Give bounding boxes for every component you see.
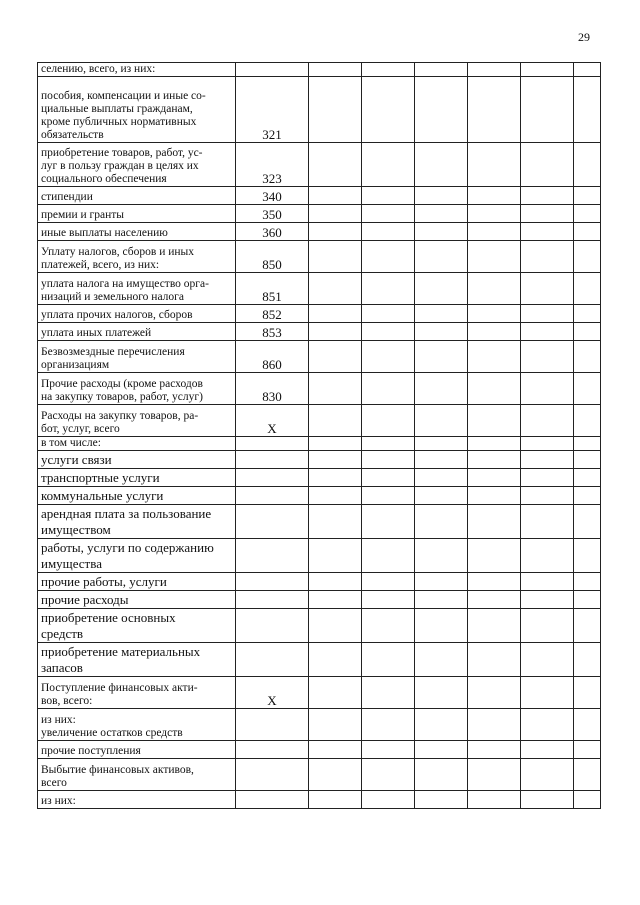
empty-cell [521,205,574,223]
empty-cell [309,469,362,487]
empty-cell [574,305,601,323]
row-label: Выбытие финансовых активов, всего [38,759,236,791]
empty-cell [521,487,574,505]
empty-cell [521,77,574,143]
empty-cell [415,741,468,759]
empty-cell [468,791,521,809]
empty-cell [468,573,521,591]
empty-cell [415,305,468,323]
row-code: 851 [236,273,309,305]
empty-cell [309,451,362,469]
table-row [38,469,601,487]
empty-cell [468,187,521,205]
row-label: в том числе: [38,437,236,451]
row-code: X [236,677,309,709]
row-label: прочие расходы [38,591,236,609]
table-row [38,505,601,539]
empty-cell [468,505,521,539]
empty-cell [521,241,574,273]
empty-cell [415,609,468,643]
empty-cell [574,77,601,143]
empty-cell [521,63,574,77]
row-code: 323 [236,143,309,187]
empty-cell [468,677,521,709]
empty-cell [309,373,362,405]
empty-cell [309,677,362,709]
empty-cell [574,609,601,643]
empty-cell [362,63,415,77]
row-code: 850 [236,241,309,273]
row-code [236,741,309,759]
row-label: приобретение основных средств [38,609,236,643]
empty-cell [521,323,574,341]
table-row [38,341,601,373]
empty-cell [521,791,574,809]
table-row [38,539,601,573]
row-label: прочие поступления [38,741,236,759]
empty-cell [468,77,521,143]
empty-cell [521,305,574,323]
empty-cell [309,741,362,759]
empty-cell [574,187,601,205]
row-label: прочие работы, услуги [38,573,236,591]
empty-cell [574,437,601,451]
table-row [38,63,601,77]
empty-cell [362,709,415,741]
empty-cell [574,677,601,709]
empty-cell [415,223,468,241]
empty-cell [468,241,521,273]
empty-cell [362,187,415,205]
empty-cell [415,143,468,187]
empty-cell [362,609,415,643]
row-label: транспортные услуги [38,469,236,487]
empty-cell [362,437,415,451]
table-row [38,405,601,437]
row-code [236,573,309,591]
table-row [38,791,601,809]
row-label: коммунальные услуги [38,487,236,505]
empty-cell [574,451,601,469]
table-row [38,759,601,791]
empty-cell [468,469,521,487]
empty-cell [309,187,362,205]
row-code: 852 [236,305,309,323]
empty-cell [574,273,601,305]
table-row [38,241,601,273]
empty-cell [362,791,415,809]
empty-cell [574,143,601,187]
row-label: селению, всего, из них: [38,63,236,77]
row-code [236,709,309,741]
table-row [38,677,601,709]
row-label: работы, услуги по содержанию имущества [38,539,236,573]
empty-cell [574,759,601,791]
empty-cell [415,241,468,273]
empty-cell [415,487,468,505]
empty-cell [468,591,521,609]
financial-plan-table [37,62,601,809]
row-code [236,759,309,791]
row-label: арендная плата за пользование имуществом [38,505,236,539]
empty-cell [415,591,468,609]
row-label: Уплату налогов, сборов и иных платежей, всего, из них: [38,241,236,273]
empty-cell [309,273,362,305]
empty-cell [415,451,468,469]
empty-cell [521,505,574,539]
empty-cell [415,373,468,405]
row-label: уплата иных платежей [38,323,236,341]
empty-cell [521,187,574,205]
empty-cell [415,677,468,709]
empty-cell [415,405,468,437]
empty-cell [574,205,601,223]
empty-cell [468,373,521,405]
row-code [236,643,309,677]
empty-cell [415,539,468,573]
row-code: 360 [236,223,309,241]
empty-cell [415,341,468,373]
empty-cell [362,305,415,323]
empty-cell [468,741,521,759]
row-code [236,487,309,505]
table-row [38,223,601,241]
empty-cell [468,539,521,573]
empty-cell [362,539,415,573]
empty-cell [468,223,521,241]
empty-cell [574,643,601,677]
row-code [236,609,309,643]
empty-cell [362,405,415,437]
table-row [38,591,601,609]
empty-cell [309,341,362,373]
empty-cell [574,63,601,77]
empty-cell [362,373,415,405]
empty-cell [468,709,521,741]
empty-cell [468,405,521,437]
table-row [38,573,601,591]
empty-cell [468,609,521,643]
empty-cell [309,487,362,505]
row-code: 860 [236,341,309,373]
empty-cell [521,143,574,187]
empty-cell [362,143,415,187]
empty-cell [309,643,362,677]
empty-cell [468,759,521,791]
row-label: услуги связи [38,451,236,469]
row-code: 350 [236,205,309,223]
empty-cell [574,341,601,373]
empty-cell [309,759,362,791]
row-code: X [236,405,309,437]
row-label: стипендии [38,187,236,205]
page-number: 29 [578,30,590,44]
empty-cell [309,205,362,223]
empty-cell [574,223,601,241]
row-code [236,437,309,451]
empty-cell [362,273,415,305]
row-label: иные выплаты населению [38,223,236,241]
row-code [236,791,309,809]
row-label: из них: увеличение остатков средств [38,709,236,741]
empty-cell [362,205,415,223]
empty-cell [415,187,468,205]
table-row [38,187,601,205]
row-code [236,451,309,469]
empty-cell [574,487,601,505]
empty-cell [309,709,362,741]
empty-cell [309,791,362,809]
empty-cell [468,273,521,305]
empty-cell [309,437,362,451]
empty-cell [468,451,521,469]
empty-cell [362,573,415,591]
empty-cell [309,405,362,437]
empty-cell [362,505,415,539]
row-code [236,505,309,539]
empty-cell [468,341,521,373]
row-label: из них: [38,791,236,809]
empty-cell [468,487,521,505]
empty-cell [362,77,415,143]
empty-cell [521,643,574,677]
empty-cell [362,591,415,609]
empty-cell [362,677,415,709]
empty-cell [574,539,601,573]
empty-cell [521,405,574,437]
empty-cell [362,487,415,505]
row-label: пособия, компенсации и иные со- циальные выплаты гражданам, кроме публичных нормативных обязательств [38,77,236,143]
empty-cell [521,591,574,609]
row-label: премии и гранты [38,205,236,223]
empty-cell [521,341,574,373]
empty-cell [574,505,601,539]
table-row [38,487,601,505]
empty-cell [468,643,521,677]
empty-cell [468,305,521,323]
empty-cell [521,469,574,487]
table-row [38,373,601,405]
empty-cell [521,373,574,405]
empty-cell [574,241,601,273]
empty-cell [362,469,415,487]
empty-cell [362,223,415,241]
table-row [38,437,601,451]
empty-cell [362,741,415,759]
empty-cell [468,63,521,77]
empty-cell [309,609,362,643]
empty-cell [309,505,362,539]
row-label: приобретение материальных запасов [38,643,236,677]
table-row [38,77,601,143]
empty-cell [521,573,574,591]
empty-cell [309,305,362,323]
empty-cell [309,591,362,609]
empty-cell [309,143,362,187]
empty-cell [415,323,468,341]
empty-cell [521,539,574,573]
row-label: Поступление финансовых акти- вов, всего: [38,677,236,709]
table-row [38,205,601,223]
empty-cell [362,451,415,469]
empty-cell [574,323,601,341]
empty-cell [309,63,362,77]
empty-cell [574,709,601,741]
empty-cell [574,741,601,759]
empty-cell [521,609,574,643]
empty-cell [309,323,362,341]
empty-cell [362,323,415,341]
table-row [38,273,601,305]
row-label: уплата прочих налогов, сборов [38,305,236,323]
empty-cell [362,759,415,791]
empty-cell [521,223,574,241]
empty-cell [415,63,468,77]
table-row [38,451,601,469]
row-code [236,539,309,573]
empty-cell [521,451,574,469]
empty-cell [521,741,574,759]
row-label: Безвозмездные перечисления организациям [38,341,236,373]
empty-cell [574,405,601,437]
empty-cell [415,505,468,539]
empty-cell [521,759,574,791]
empty-cell [415,205,468,223]
empty-cell [574,591,601,609]
empty-cell [468,143,521,187]
empty-cell [415,469,468,487]
empty-cell [309,77,362,143]
empty-cell [521,709,574,741]
table-row [38,709,601,741]
empty-cell [309,573,362,591]
table-row [38,643,601,677]
row-code [236,591,309,609]
empty-cell [309,241,362,273]
row-label: приобретение товаров, работ, ус- луг в пользу граждан в целях их социального обеспечения [38,143,236,187]
empty-cell [309,223,362,241]
empty-cell [521,437,574,451]
table-row [38,609,601,643]
empty-cell [574,791,601,809]
table-row [38,741,601,759]
row-label: Расходы на закупку товаров, ра- бот, услуг, всего [38,405,236,437]
empty-cell [521,677,574,709]
empty-cell [415,437,468,451]
row-label: уплата налога на имущество орга- низаций и земельного налога [38,273,236,305]
empty-cell [415,709,468,741]
empty-cell [309,539,362,573]
empty-cell [362,643,415,677]
empty-cell [468,205,521,223]
empty-cell [415,77,468,143]
empty-cell [415,643,468,677]
row-code: 853 [236,323,309,341]
row-code [236,469,309,487]
empty-cell [415,573,468,591]
empty-cell [415,759,468,791]
row-code: 340 [236,187,309,205]
empty-cell [468,323,521,341]
empty-cell [574,373,601,405]
empty-cell [362,341,415,373]
empty-cell [574,573,601,591]
row-code [236,63,309,77]
row-label: Прочие расходы (кроме расходов на закупку товаров, работ, услуг) [38,373,236,405]
row-code: 321 [236,77,309,143]
table-row [38,305,601,323]
empty-cell [521,273,574,305]
empty-cell [415,791,468,809]
empty-cell [574,469,601,487]
table-row [38,323,601,341]
empty-cell [468,437,521,451]
empty-cell [362,241,415,273]
table-row [38,143,601,187]
row-code: 830 [236,373,309,405]
empty-cell [415,273,468,305]
